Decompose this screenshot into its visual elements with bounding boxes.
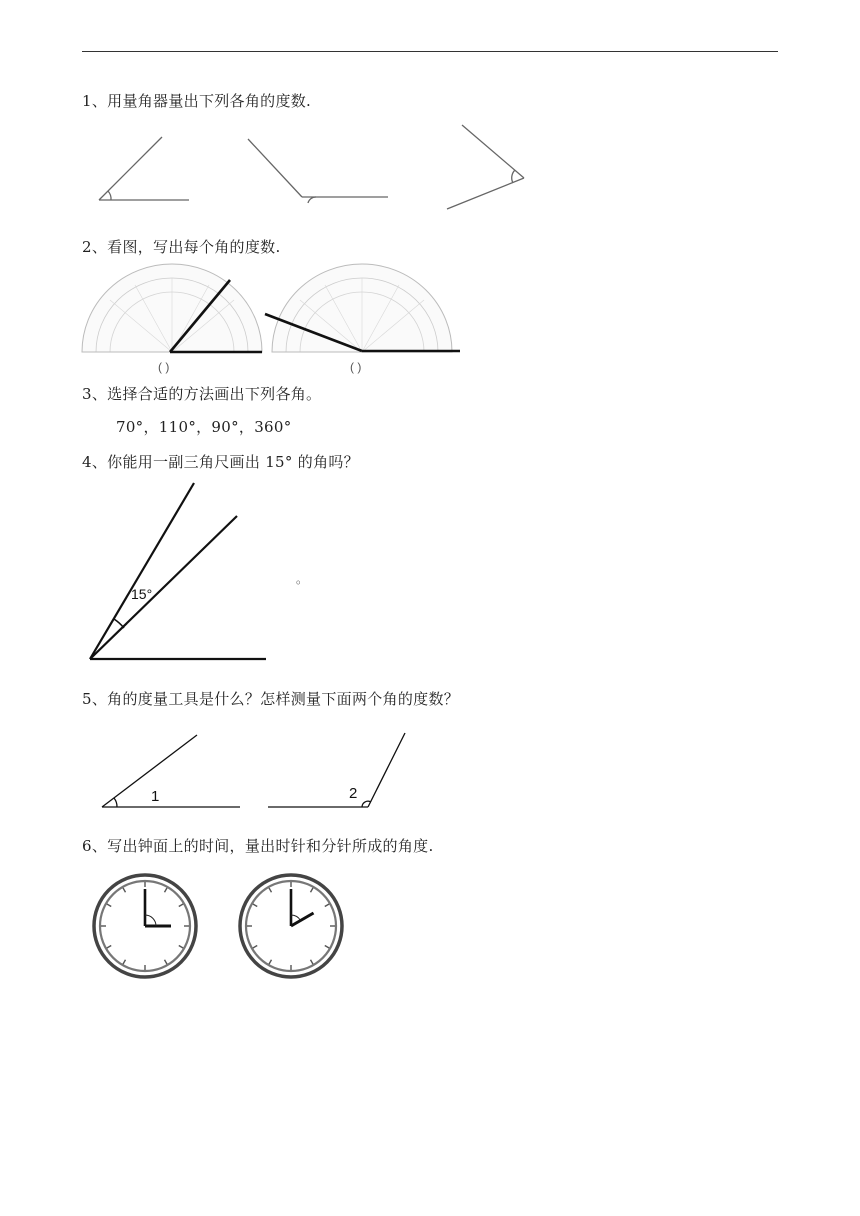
question-4-text: 4、你能用一副三角尺画出 15° 的角吗？ <box>82 453 359 471</box>
hour-tick <box>107 904 111 907</box>
hour-tick <box>107 946 111 949</box>
hour-tick <box>179 946 183 949</box>
hour-tick <box>311 888 314 892</box>
hour-tick <box>123 888 126 892</box>
protractor-right <box>265 264 460 374</box>
question-2-text: 2、看图，写出每个角的度数. <box>82 238 281 256</box>
hour-tick <box>123 960 126 964</box>
clock-rim <box>240 875 342 977</box>
question-3-angles: 70°，110°，90°，360° <box>116 418 292 436</box>
hour-tick <box>269 960 272 964</box>
q1-angle-acute <box>99 137 189 200</box>
clock-2-oclock <box>240 875 342 977</box>
q2-blank-left: ( ) <box>158 360 170 374</box>
question-3-text: 3、选择合适的方法画出下列各角。 <box>82 385 322 403</box>
angle-arc <box>145 915 156 926</box>
hour-tick <box>325 946 329 949</box>
question-6-text: 6、写出钟面上的时间，量出时针和分针所成的角度. <box>82 837 434 855</box>
hour-tick <box>165 888 168 892</box>
q1-angle-reflex-open-left <box>447 125 524 209</box>
q5-angle-2-label: 2 <box>349 785 358 802</box>
hour-tick <box>253 946 257 949</box>
protractor-left <box>82 264 262 374</box>
hour-hand <box>291 913 314 926</box>
hour-tick <box>269 888 272 892</box>
question-5-text: 5、角的度量工具是什么？怎样测量下面两个角的度数？ <box>82 690 460 708</box>
hour-tick <box>165 960 168 964</box>
q5-angle-1-label: 1 <box>151 788 160 805</box>
clock-inner-ring <box>246 881 336 971</box>
header-rule <box>82 51 778 52</box>
hour-tick <box>311 960 314 964</box>
clock-rim <box>94 875 196 977</box>
question-1-text: 1、用量角器量出下列各角的度数. <box>82 92 312 110</box>
q2-blank-right: ( ) <box>350 360 362 374</box>
hour-tick <box>179 904 183 907</box>
q4-angle-label: 15° <box>131 586 153 602</box>
q4-mark: 。 <box>296 572 309 586</box>
clock-3-oclock <box>94 875 196 977</box>
angle-arc <box>291 915 301 921</box>
clock-inner-ring <box>100 881 190 971</box>
q1-angle-obtuse <box>248 139 388 203</box>
hour-tick <box>253 904 257 907</box>
hour-tick <box>325 904 329 907</box>
